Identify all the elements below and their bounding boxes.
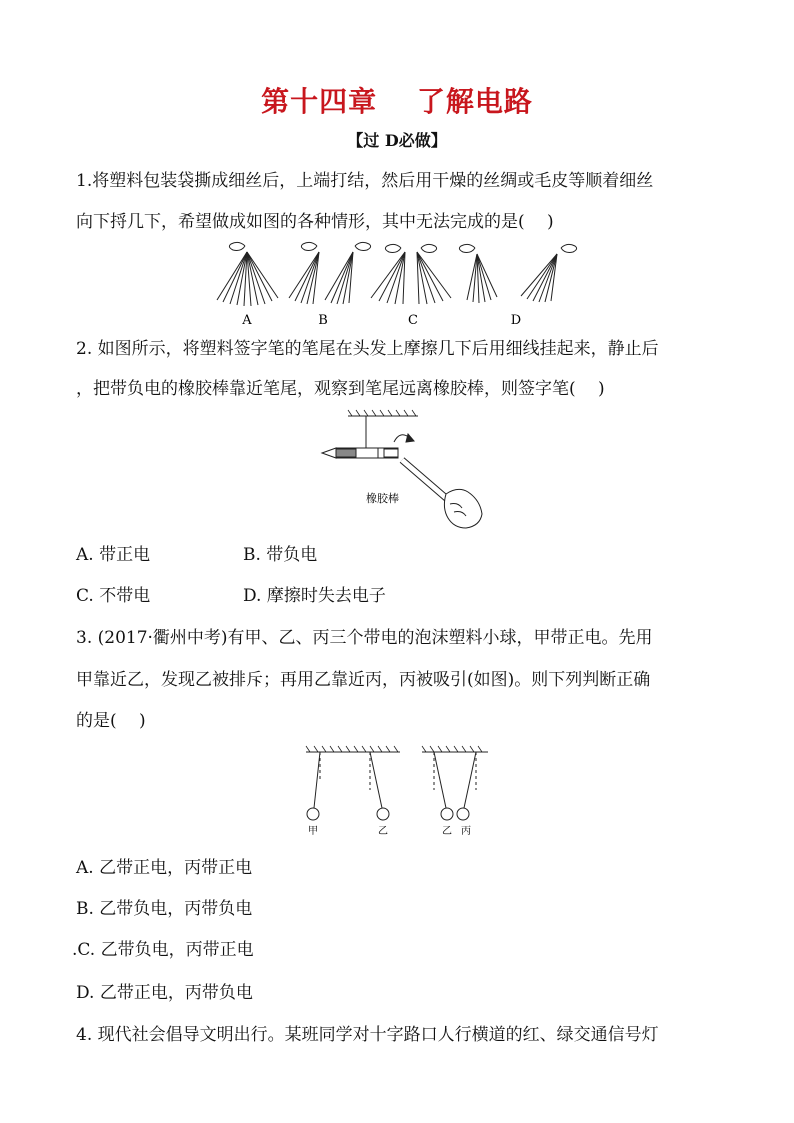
q3-option-d: D. 乙带正电，丙带负电	[76, 983, 253, 1003]
q3-text-line-2: 甲靠近乙，发现乙被排斥；再用乙靠近丙，丙被吸引(如图)。则下列判断正确	[76, 670, 651, 690]
q2-option-d: D. 摩擦时失去电子	[243, 586, 386, 606]
q3-text-line-3: 的是( )	[76, 711, 146, 731]
q2-option-b: B. 带负电	[243, 545, 318, 565]
q2-figure-label-rubber-rod: 橡胶棒	[366, 492, 399, 505]
q3-option-b: B. 乙带负电，丙带负电	[76, 899, 253, 919]
q4-text-line-1: 4. 现代社会倡导文明出行。某班同学对十字路口人行横道的红、绿交通信号灯	[76, 1025, 659, 1045]
q1-figure-label-b: B	[318, 313, 328, 328]
q3-option-a: A. 乙带正电，丙带正电	[76, 858, 253, 878]
q3-figure-label-yi-left: 乙	[378, 826, 388, 837]
q1-figure-label-c: C	[408, 313, 418, 328]
q1-figure-plastic-strands	[205, 238, 585, 330]
q2-figure-pen-and-rod	[318, 408, 488, 533]
q2-text-line-1: 2. 如图所示，将塑料签字笔的笔尾在头发上摩擦几下后用细线挂起来，静止后	[76, 339, 659, 359]
q3-figure-label-bing: 丙	[461, 826, 471, 837]
q1-figure-label-d: D	[510, 313, 522, 328]
q1-text-line-1: 1.将塑料包装袋撕成细丝后，上端打结，然后用干燥的丝绸或毛皮等顺着细丝	[76, 171, 654, 191]
section-subtitle: 【过 D必做】	[347, 131, 447, 150]
q1-figure-a	[217, 242, 278, 306]
q1-figure-c	[371, 244, 451, 304]
q3-text-line-1: 3. (2017·衢州中考)有甲、乙、丙三个带电的泡沫塑料小球，甲带正电。先用	[76, 628, 653, 648]
q3-option-c: .C. 乙带负电，丙带正电	[72, 940, 254, 960]
q1-figure-b	[289, 242, 371, 304]
q3-figure-label-jia: 甲	[308, 826, 318, 837]
q3-figure-label-yi-right: 乙	[442, 826, 452, 837]
chapter-title: 第十四章 了解电路	[261, 85, 533, 118]
q1-figure-d	[459, 244, 576, 303]
q1-text-line-2: 向下捋几下，希望做成如图的各种情形，其中无法完成的是( )	[76, 212, 554, 232]
q3-figure-charged-balls	[300, 742, 500, 838]
q2-option-a: A. 带正电	[76, 545, 151, 565]
q2-option-c: C. 不带电	[76, 586, 151, 606]
q2-text-line-2: ，把带负电的橡胶棒靠近笔尾，观察到笔尾远离橡胶棒，则签字笔( )	[76, 379, 605, 399]
q1-figure-label-a: A	[242, 313, 252, 328]
